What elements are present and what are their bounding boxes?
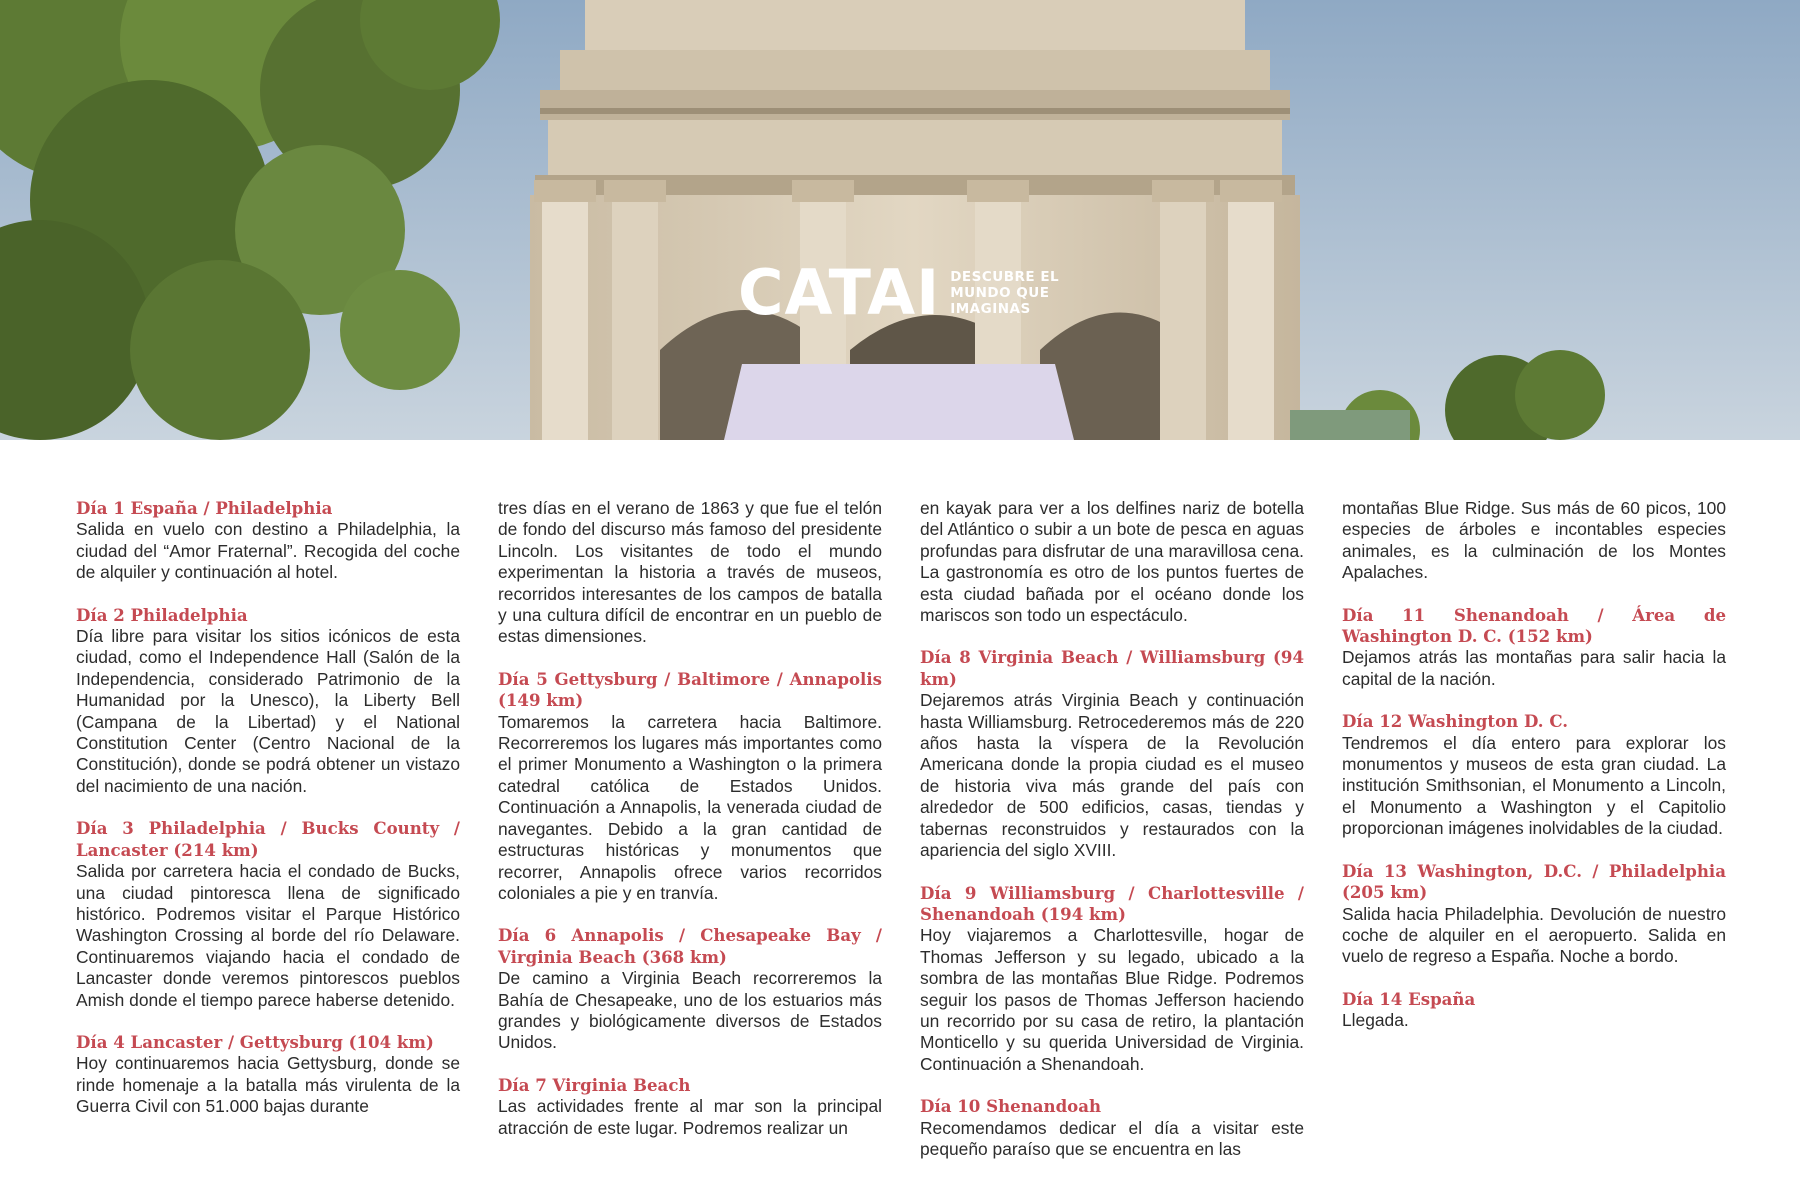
- day-heading: Día 5 Gettysburg / Baltimore / Annapolis (149 km): [498, 668, 882, 711]
- column-2: [498, 498, 882, 1160]
- column-4: [1342, 498, 1726, 1053]
- day-entry-continued: [1342, 498, 1726, 584]
- building-photo-illustration: [0, 0, 1800, 440]
- day-text: Salida por carretera hacia el condado de Bucks, una ciudad pintoresca llena de significado histórico. Podremos visitar el Parque Histórico Washington Crossing al borde del río Delaware. Continuaremos viajando hacia el condado de Lancaster donde veremos pintorescos pueblos Amish donde el tiempo parece haberse detenido.: [76, 861, 460, 1010]
- day-text: Salida en vuelo con destino a Philadelphia, la ciudad del “Amor Fraternal”. Recogida del coche de alquiler y continuación al hotel.: [76, 519, 460, 583]
- day-text: Dejaremos atrás Virginia Beach y continuación hasta Williamsburg. Retrocederemos más de 220 años hasta la víspera de la Revolución Americana donde la propia ciudad es el museo de historia viva más grande del país con alrededor de 500 edificios, casas, tiendas y tabernas reconstruidos y restaurados con la apariencia del siglo XVIII.: [920, 690, 1304, 861]
- day-entry: [498, 925, 882, 1053]
- day-heading: Día 3 Philadelphia / Bucks County / Lancaster (214 km): [76, 818, 460, 860]
- day-text: Tomaremos la carretera hacia Baltimore. Recorreremos los lugares más importantes como el primer Monumento a Washington o la primera catedral católica de Estados Unidos. Continuación a Annapolis, la venerada ciudad de navegantes. Debido a la gran cantidad de estructuras históricas y monumentos que recorrer, Annapolis ofrece varios recorridos coloniales a pie y en tranvía.: [498, 711, 882, 903]
- itinerary: [76, 498, 1726, 1178]
- day-heading: Día 9 Williamsburg / Charlottesville / Shenandoah (194 km): [920, 882, 1304, 924]
- day-text: Día libre para visitar los sitios icónicos de esta ciudad, como el Independence Hall (Salón de la Independencia, considerado Patrimonio de la Humanidad por la Unesco), la Liberty Bell (Campana de la Libertad) y el National Constitution Center (Centro Nacional de la Constitución), donde se podrá obtener un vistazo del nacimiento de una nación.: [76, 626, 460, 796]
- day-text: Las actividades frente al mar son la principal atracción de este lugar. Podremos realizar un: [498, 1096, 882, 1138]
- day-text: Tendremos el día entero para explorar los monumentos y museos de esta gran ciudad. La institución Smithsonian, el Monumento a Lincoln, el Monumento a Washington y el Capitolio proporcionan imágenes inolvidables de la ciudad.: [1342, 732, 1726, 839]
- day-text: Hoy viajaremos a Charlottesville, hogar de Thomas Jefferson y su legado, ubicado a la sombra de las montañas Blue Ridge. Podremos seguir los pasos de Thomas Jefferson haciendo un recorrido por su casa de retiro, la plantación Monticello y su querida Universidad de Virginia. Continuación a Shenandoah.: [920, 925, 1304, 1074]
- day-heading: Día 1 España / Philadelphia: [76, 498, 333, 518]
- lavender-panel: [724, 364, 1074, 440]
- day-heading: Día 13 Washington, D.C. / Philadelphia (205 km): [1342, 860, 1726, 903]
- day-entry: [76, 498, 460, 584]
- day-entry: [498, 1075, 882, 1139]
- day-text: en kayak para ver a los delfines nariz de botella del Atlántico o subir a un bote de pesca en aguas profundas para disfrutar de una maravillosa cena. La gastronomía es otro de los puntos fuertes de esta ciudad bañada por el océano donde los mariscos son todo un espectáculo.: [920, 498, 1304, 626]
- day-entry: [76, 1032, 460, 1118]
- day-text: Llegada.: [1342, 1010, 1409, 1031]
- column-3: [920, 498, 1304, 1181]
- day-text: montañas Blue Ridge. Sus más de 60 picos, 100 especies de árboles e incontables especies animales, es la culminación de los Montes Apalaches.: [1342, 498, 1726, 583]
- hero-photo: [0, 0, 1800, 440]
- day-heading: Día 7 Virginia Beach: [498, 1074, 691, 1095]
- day-entry: [76, 605, 460, 798]
- day-text: Salida hacia Philadelphia. Devolución de nuestro coche de alquiler en el aeropuerto. Salida en vuelo de regreso a España. Noche a bordo.: [1342, 903, 1726, 967]
- logo-tagline: DESCUBRE EL MUNDO QUE IMAGINAS: [950, 269, 1060, 317]
- day-heading: Día 8 Virginia Beach / Williamsburg (94 km): [920, 647, 1304, 689]
- catai-logo: [738, 256, 1060, 329]
- day-text: Dejamos atrás las montañas para salir hacia la capital de la nación.: [1342, 647, 1726, 689]
- day-text: Hoy continuaremos hacia Gettysburg, donde se rinde homenaje a la batalla más virulenta de la Guerra Civil con 51.000 bajas durante: [76, 1053, 460, 1117]
- day-entry: [1342, 711, 1726, 839]
- day-entry-continued: [920, 498, 1304, 626]
- day-heading: Día 14 España: [1342, 988, 1476, 1009]
- day-entry: [920, 883, 1304, 1076]
- day-heading: Día 10 Shenandoah: [920, 1096, 1102, 1117]
- logo-wordmark: CATAI: [738, 256, 941, 329]
- day-entry: [1342, 605, 1726, 691]
- day-heading: Día 4 Lancaster / Gettysburg (104 km): [76, 1031, 434, 1052]
- day-entry: [498, 669, 882, 904]
- day-text: tres días en el verano de 1863 y que fue el telón de fondo del discurso más famoso del presidente Lincoln. Los visitantes de todo el mundo experimentan la historia a través de museos, recorridos interesantes de los campos de batalla y una cultura difícil de encontrar en un pueblo de estas dimensiones.: [498, 498, 882, 647]
- day-text: Recomendamos dedicar el día a visitar este pequeño paraíso que se encuentra en las: [920, 1117, 1304, 1159]
- column-1: [76, 498, 460, 1139]
- day-text: De camino a Virginia Beach recorreremos la Bahía de Chesapeake, uno de los estuarios más grandes y biológicamente diversos de Estados Unidos.: [498, 968, 882, 1053]
- day-heading: Día 2 Philadelphia: [76, 604, 248, 625]
- day-heading: Día 6 Annapolis / Chesapeake Bay / Virginia Beach (368 km): [498, 925, 882, 967]
- day-entry-continued: [498, 498, 882, 648]
- day-entry: [920, 1096, 1304, 1160]
- day-entry: [920, 647, 1304, 861]
- day-entry: [1342, 989, 1726, 1032]
- day-entry: [1342, 861, 1726, 968]
- day-heading: Día 12 Washington D. C.: [1342, 711, 1569, 732]
- day-heading: Día 11 Shenandoah / Área de Washington D. C. (152 km): [1342, 604, 1726, 647]
- day-entry: [76, 818, 460, 1011]
